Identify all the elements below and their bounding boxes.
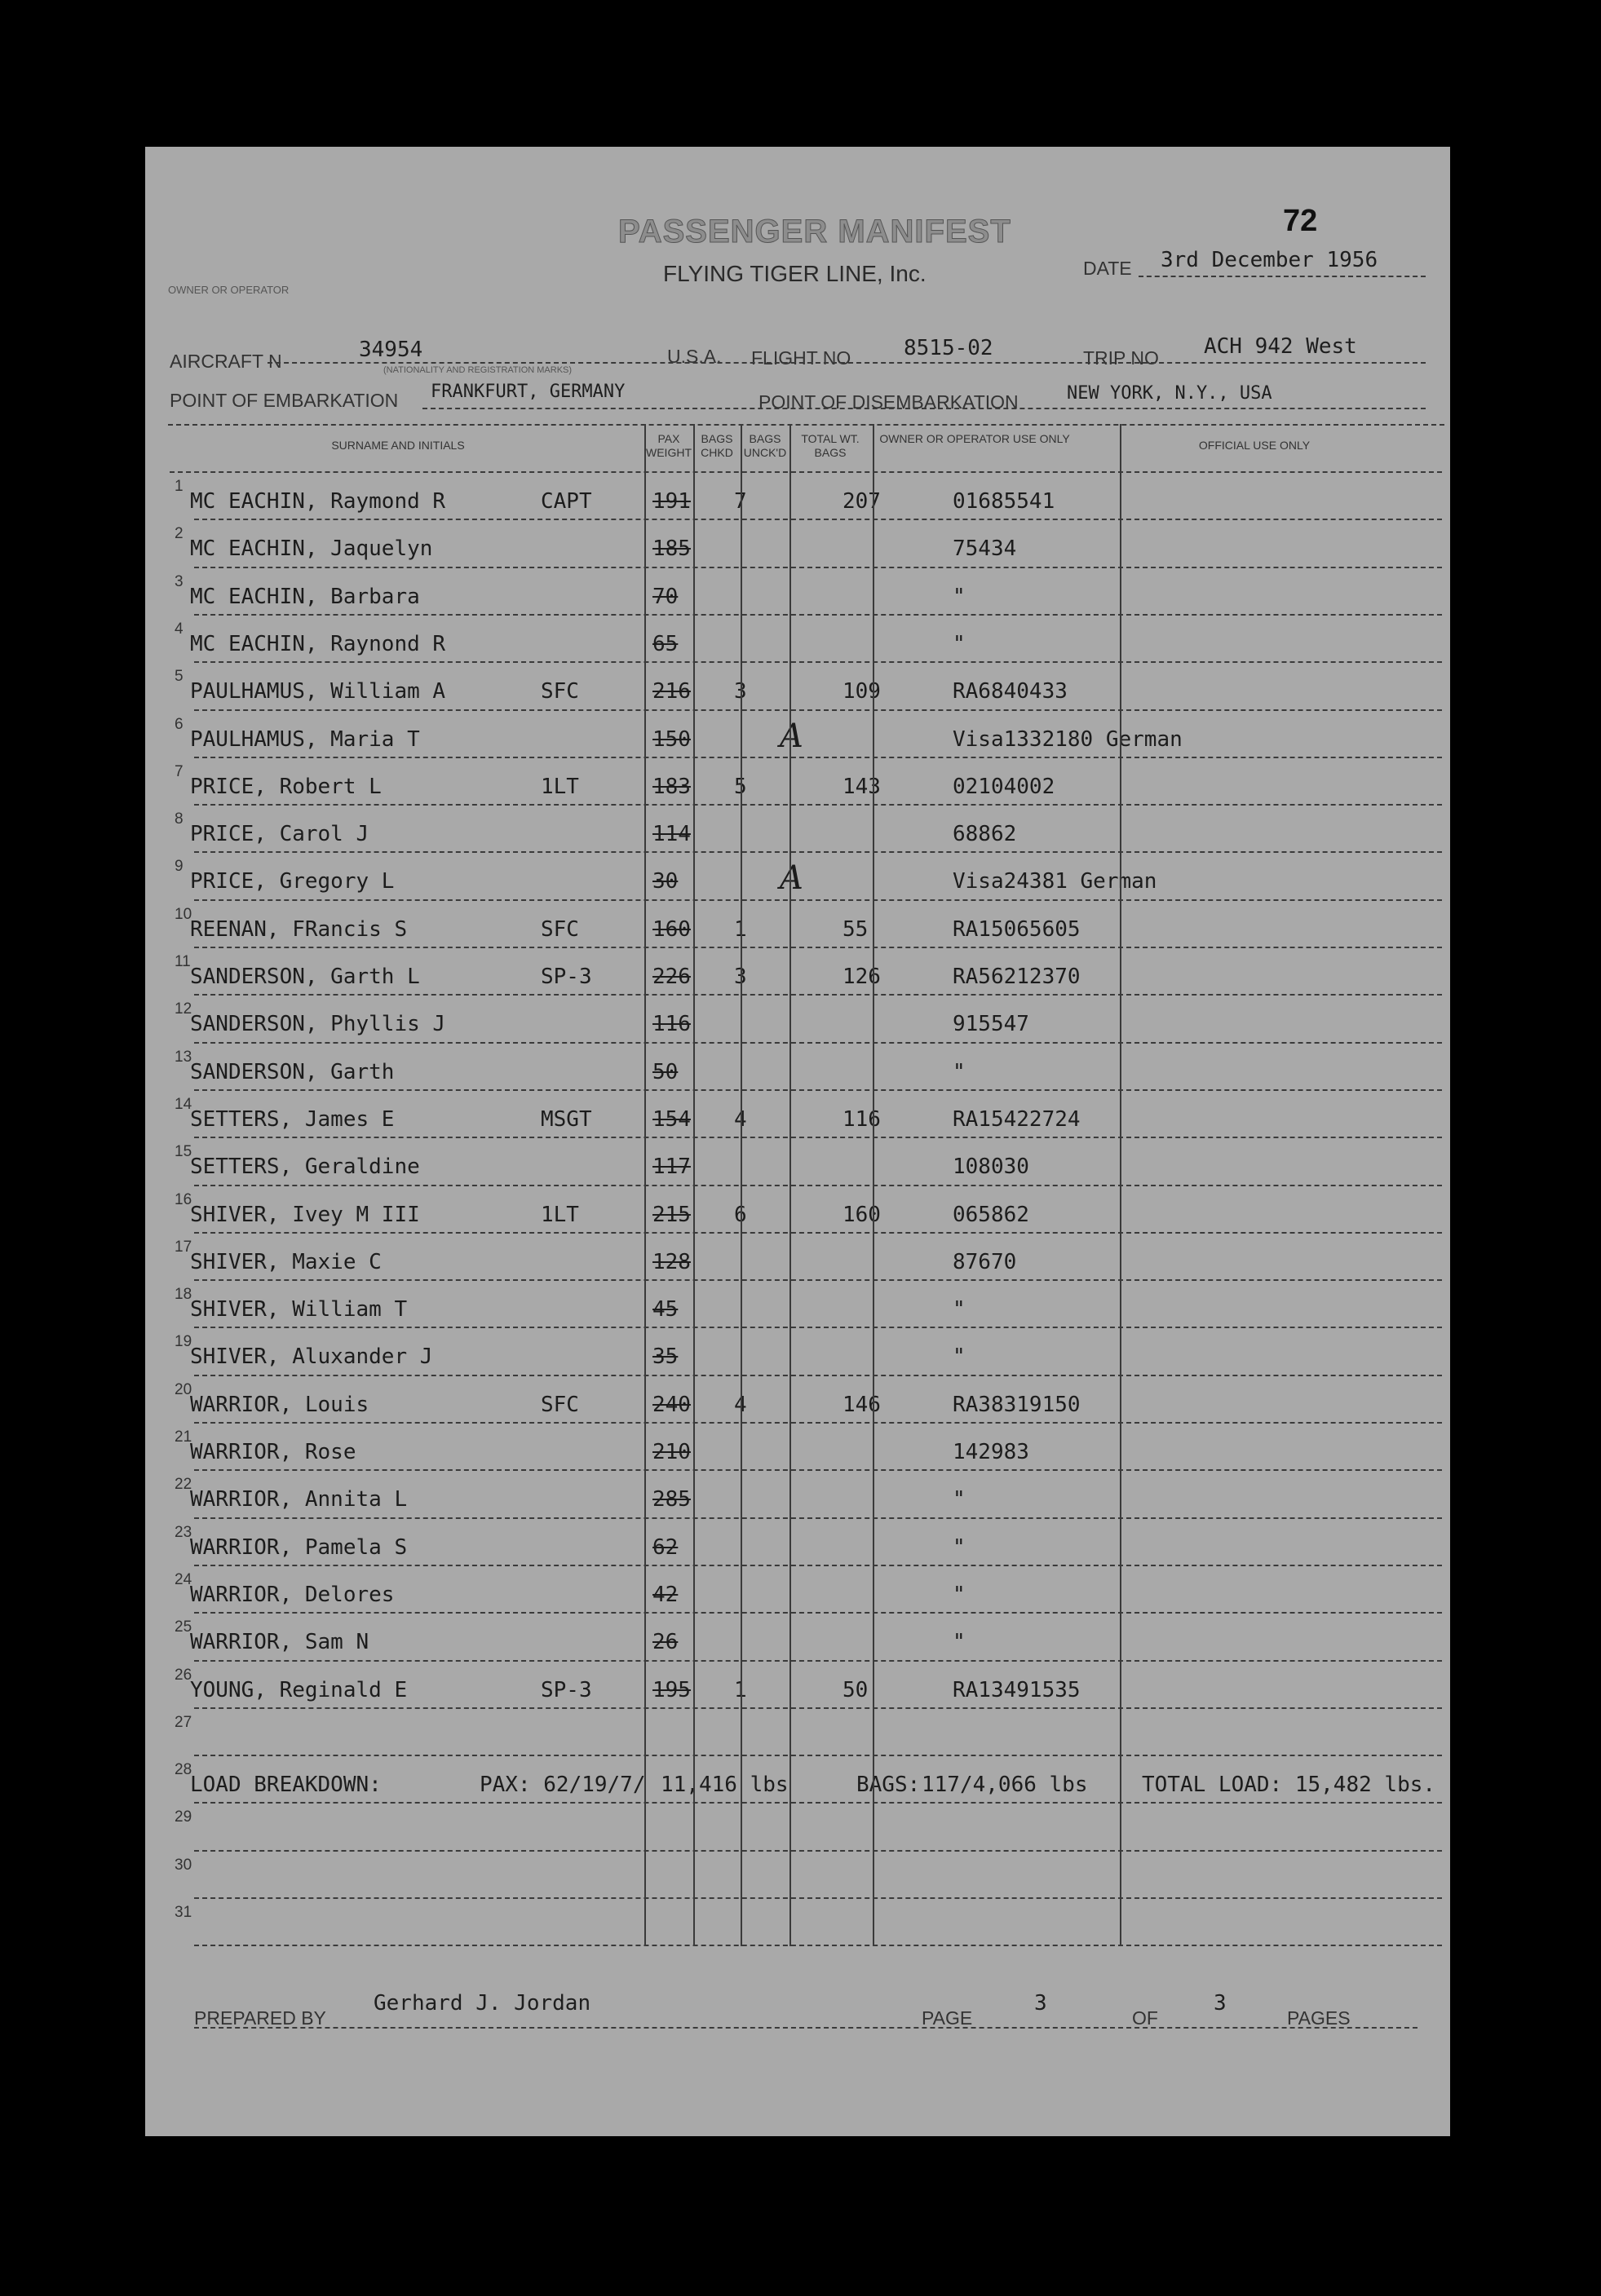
cell-bags: 4 [734,1392,747,1417]
cell-unck: A [780,859,803,898]
row-number: 5 [175,668,184,686]
embarkation-value: FRANKFURT, GERMANY [431,382,626,402]
row-rule [194,1042,1442,1044]
cell-bags: 6 [734,1202,747,1227]
row-rule [194,1755,1442,1756]
column-divider [741,424,742,1946]
cell-pax: 154 [652,1106,691,1132]
cell-owner: Visa24381 German [953,869,1157,894]
col-header-pax: PAX WEIGHT [646,432,692,459]
row-rule [194,1945,1442,1946]
row-rule [194,899,1442,901]
row-rule [194,1802,1442,1804]
row-number: 1 [175,478,184,495]
cell-rank: 1LT [541,774,579,799]
row-number: 21 [175,1428,192,1446]
cell-total: 116 [843,1106,881,1132]
nationality-value: U.S.A. [667,346,722,367]
cell-total: 126 [843,965,881,989]
cell-owner: " [953,1534,966,1560]
cell-name: PAULHAMUS, William A [190,679,446,704]
row-number: 30 [175,1856,192,1874]
cell-owner: " [953,1344,966,1370]
cell-owner: " [953,1297,966,1322]
cell-rank: MSGT [541,1106,592,1132]
cell-official: TOTAL LOAD: 15,482 lbs. [1142,1773,1436,1798]
cell-pax: 216 [652,679,691,704]
aircraft-underline [268,362,1426,364]
row-number: 14 [175,1095,192,1113]
cell-name: PRICE, Robert L [190,774,382,799]
cell-pax: 215 [652,1202,691,1227]
row-number: 31 [175,1904,192,1921]
cell-owner: RA38319150 [953,1392,1081,1417]
column-divider [693,424,695,1946]
col-header-bags-unckd: BAGS UNCK'D [743,432,787,459]
owner-operator-label: OWNER OR OPERATOR [168,284,290,296]
of-value: 3 [1214,1991,1227,2016]
cell-total: 207 [843,489,881,514]
cell-name: PAULHAMUS, Maria T [190,726,420,752]
cell-pax: 42 [652,1582,679,1607]
cell-owner: RA13491535 [953,1677,1081,1702]
row-rule [194,1327,1442,1328]
aircraft-value: 34954 [359,338,423,362]
cell-name: LOAD BREAKDOWN: [190,1773,382,1798]
row-rule [194,1185,1442,1186]
cell-owner: 117/4,066 lbs [922,1773,1088,1798]
cell-name: MC EACHIN, Raymond R [190,489,446,514]
row-rule [194,1089,1442,1091]
cell-bags: 5 [734,774,747,799]
column-divider [789,424,791,1946]
cell-pax: 185 [652,536,691,562]
row-number: 11 [175,953,191,970]
cell-total: 109 [843,679,881,704]
cell-name: WARRIOR, Delores [190,1582,395,1607]
pages-label: PAGES [1287,2007,1351,2029]
cell-pax: 128 [652,1249,691,1274]
row-number: 16 [175,1190,192,1208]
row-rule [194,1232,1442,1234]
col-header-name: SURNAME AND INITIALS [331,439,465,452]
row-rule [194,757,1442,758]
document-page-number: 72 [1283,204,1318,238]
row-rule [194,804,1442,806]
cell-bags: 1 [734,1677,747,1702]
row-number: 15 [175,1143,192,1161]
row-number: 4 [175,620,184,638]
column-divider [644,424,646,1946]
prepared-by-label: PREPARED BY [194,2007,326,2029]
row-number: 27 [175,1713,192,1731]
trip-value: ACH 942 West [1204,334,1357,359]
page-label: PAGE [922,2007,973,2029]
cell-pax: 11,416 lbs [661,1773,789,1798]
cell-name: SANDERSON, Garth L [190,965,420,989]
cell-total: 160 [843,1202,881,1227]
row-rule [194,1565,1442,1566]
row-number: 22 [175,1476,192,1494]
cell-name: WARRIOR, Pamela S [190,1534,408,1560]
cell-owner: RA15422724 [953,1106,1081,1132]
row-number: 20 [175,1380,192,1398]
cell-name: WARRIOR, Rose [190,1440,356,1464]
cell-pax: 210 [652,1440,691,1464]
cell-name: PRICE, Carol J [190,822,369,847]
cell-owner: " [953,1487,966,1512]
cell-name: SHIVER, Maxie C [190,1249,382,1274]
row-rule [194,1850,1442,1852]
cell-name: YOUNG, Reginald E [190,1677,408,1702]
row-rule [194,1897,1442,1899]
cell-pax: 150 [652,726,691,752]
table-top-rule [168,424,1444,426]
row-number: 7 [175,762,184,780]
row-number: 18 [175,1286,192,1304]
cell-owner: " [953,1630,966,1655]
cell-name: SETTERS, James E [190,1106,395,1132]
row-number: 10 [175,905,192,923]
cell-owner: 108030 [953,1155,1029,1180]
aircraft-label: AIRCRAFT N [170,351,282,372]
date-label: DATE [1083,258,1132,279]
trip-label: TRIP NO [1083,347,1159,369]
row-number: 9 [175,858,184,876]
cell-bags: 3 [734,965,747,989]
cell-rank: PAX: 62/19/7/ [480,1773,646,1798]
cell-pax: 117 [652,1155,691,1180]
cell-owner: 75434 [953,536,1017,562]
page-value: 3 [1034,1991,1047,2016]
cell-owner: 065862 [953,1202,1029,1227]
row-number: 29 [175,1808,192,1826]
cell-pax: 285 [652,1487,691,1512]
cell-name: WARRIOR, Sam N [190,1630,369,1655]
cell-bags: 4 [734,1106,747,1132]
row-rule [194,1137,1442,1138]
row-rule [194,1517,1442,1519]
row-rule [194,1469,1442,1471]
cell-pax: 191 [652,489,691,514]
cell-owner: " [953,1059,966,1084]
row-rule [194,851,1442,853]
row-number: 13 [175,1048,192,1066]
row-rule [194,947,1442,948]
row-number: 24 [175,1570,192,1588]
cell-rank: CAPT [541,489,592,514]
cell-total: 146 [843,1392,881,1417]
row-number: 6 [175,715,184,733]
row-rule [194,709,1442,711]
cell-pax: 183 [652,774,691,799]
manifest-sheet [145,147,1450,2136]
cell-pax: 226 [652,965,691,989]
cell-owner: " [953,631,966,656]
cell-rank: 1LT [541,1202,579,1227]
col-header-owner: OWNER OR OPERATOR USE ONLY [879,432,1070,445]
row-number: 28 [175,1761,192,1779]
date-underline [1139,276,1426,277]
cell-pax: 116 [652,1012,691,1037]
cell-unck: A [780,717,803,755]
row-number: 2 [175,525,184,543]
cell-pax: 70 [652,584,679,609]
cell-pax: 26 [652,1630,679,1655]
col-header-total-bags: TOTAL WT. BAGS [801,432,860,459]
cell-owner: " [953,584,966,609]
cell-name: WARRIOR, Louis [190,1392,369,1417]
cell-name: WARRIOR, Annita L [190,1487,408,1512]
row-rule [194,661,1442,663]
airline-name: FLYING TIGER LINE, Inc. [663,261,927,286]
row-rule [194,614,1442,616]
cell-owner: RA15065605 [953,916,1081,942]
flight-label: FLIGHT NO [751,347,851,369]
row-rule [194,994,1442,996]
cell-name: SETTERS, Geraldine [190,1155,420,1180]
cell-pax: 30 [652,869,679,894]
prepared-by-value: Gerhard J. Jordan [374,1991,591,2016]
row-rule [194,1375,1442,1376]
footer-underline [194,2027,1417,2029]
row-rule [194,1660,1442,1662]
cell-name: PRICE, Gregory L [190,869,395,894]
row-number: 8 [175,810,184,828]
cell-owner: 01685541 [953,489,1055,514]
cell-owner: 68862 [953,822,1017,847]
disembarkation-label: POINT OF DISEMBARKATION [758,391,1019,413]
cell-owner: " [953,1582,966,1607]
row-number: 23 [175,1523,192,1541]
column-divider [873,424,874,1946]
row-number: 3 [175,572,184,590]
cell-name: SANDERSON, Phyllis J [190,1012,446,1037]
cell-owner: RA6840433 [953,679,1068,704]
cell-total: 50 [843,1677,869,1702]
cell-name: SANDERSON, Garth [190,1059,395,1084]
row-number: 25 [175,1618,192,1636]
cell-name: MC EACHIN, Barbara [190,584,420,609]
embarkation-underline [422,408,1426,409]
cell-rank: SFC [541,916,579,942]
cell-name: MC EACHIN, Raynond R [190,631,446,656]
disembarkation-value: NEW YORK, N.Y., USA [1067,383,1272,404]
of-label: OF [1132,2007,1158,2029]
cell-pax: 195 [652,1677,691,1702]
col-header-bags-chkd: BAGS CHKD [701,432,733,459]
row-number: 26 [175,1666,192,1684]
cell-bags: 3 [734,679,747,704]
cell-pax: 45 [652,1297,679,1322]
cell-pax: 35 [652,1344,679,1370]
cell-pax: 160 [652,916,691,942]
row-rule [194,519,1442,520]
cell-rank: SP-3 [541,965,592,989]
nationality-note: (NATIONALITY AND REGISTRATION MARKS) [383,365,573,375]
cell-rank: SFC [541,1392,579,1417]
cell-rank: SFC [541,679,579,704]
row-number: 12 [175,1000,192,1018]
cell-rank: SP-3 [541,1677,592,1702]
manifest-title: PASSENGER MANIFEST [618,214,1011,249]
cell-bags: 1 [734,916,747,942]
flight-value: 8515-02 [904,336,993,360]
embarkation-label: POINT OF EMBARKATION [170,390,399,411]
cell-owner: RA56212370 [953,965,1081,989]
date-value: 3rd December 1956 [1161,248,1378,272]
column-divider [1120,424,1121,1946]
row-rule [194,1422,1442,1424]
cell-pax: 114 [652,822,691,847]
cell-owner: 02104002 [953,774,1055,799]
cell-pax: 50 [652,1059,679,1084]
row-rule [194,1612,1442,1614]
cell-owner: Visa1332180 German [953,726,1183,752]
cell-owner: 87670 [953,1249,1017,1274]
cell-name: SHIVER, Aluxander J [190,1344,433,1370]
row-rule [194,1279,1442,1281]
cell-total: 143 [843,774,881,799]
row-number: 17 [175,1238,192,1256]
cell-total: BAGS: [856,1773,921,1798]
row-number: 19 [175,1333,192,1351]
cell-owner: 915547 [953,1012,1029,1037]
cell-total: 55 [843,916,869,942]
cell-name: SHIVER, William T [190,1297,408,1322]
cell-name: MC EACHIN, Jaquelyn [190,536,433,562]
cell-owner: 142983 [953,1440,1029,1464]
cell-name: REENAN, FRancis S [190,916,408,942]
cell-name: SHIVER, Ivey M III [190,1202,420,1227]
cell-bags: 7 [734,489,747,514]
cell-pax: 62 [652,1534,679,1560]
row-rule [194,567,1442,568]
cell-pax: 240 [652,1392,691,1417]
header-bottom-rule [170,471,1442,473]
row-rule [194,1707,1442,1709]
col-header-official: OFFICIAL USE ONLY [1198,439,1311,452]
cell-pax: 65 [652,631,679,656]
